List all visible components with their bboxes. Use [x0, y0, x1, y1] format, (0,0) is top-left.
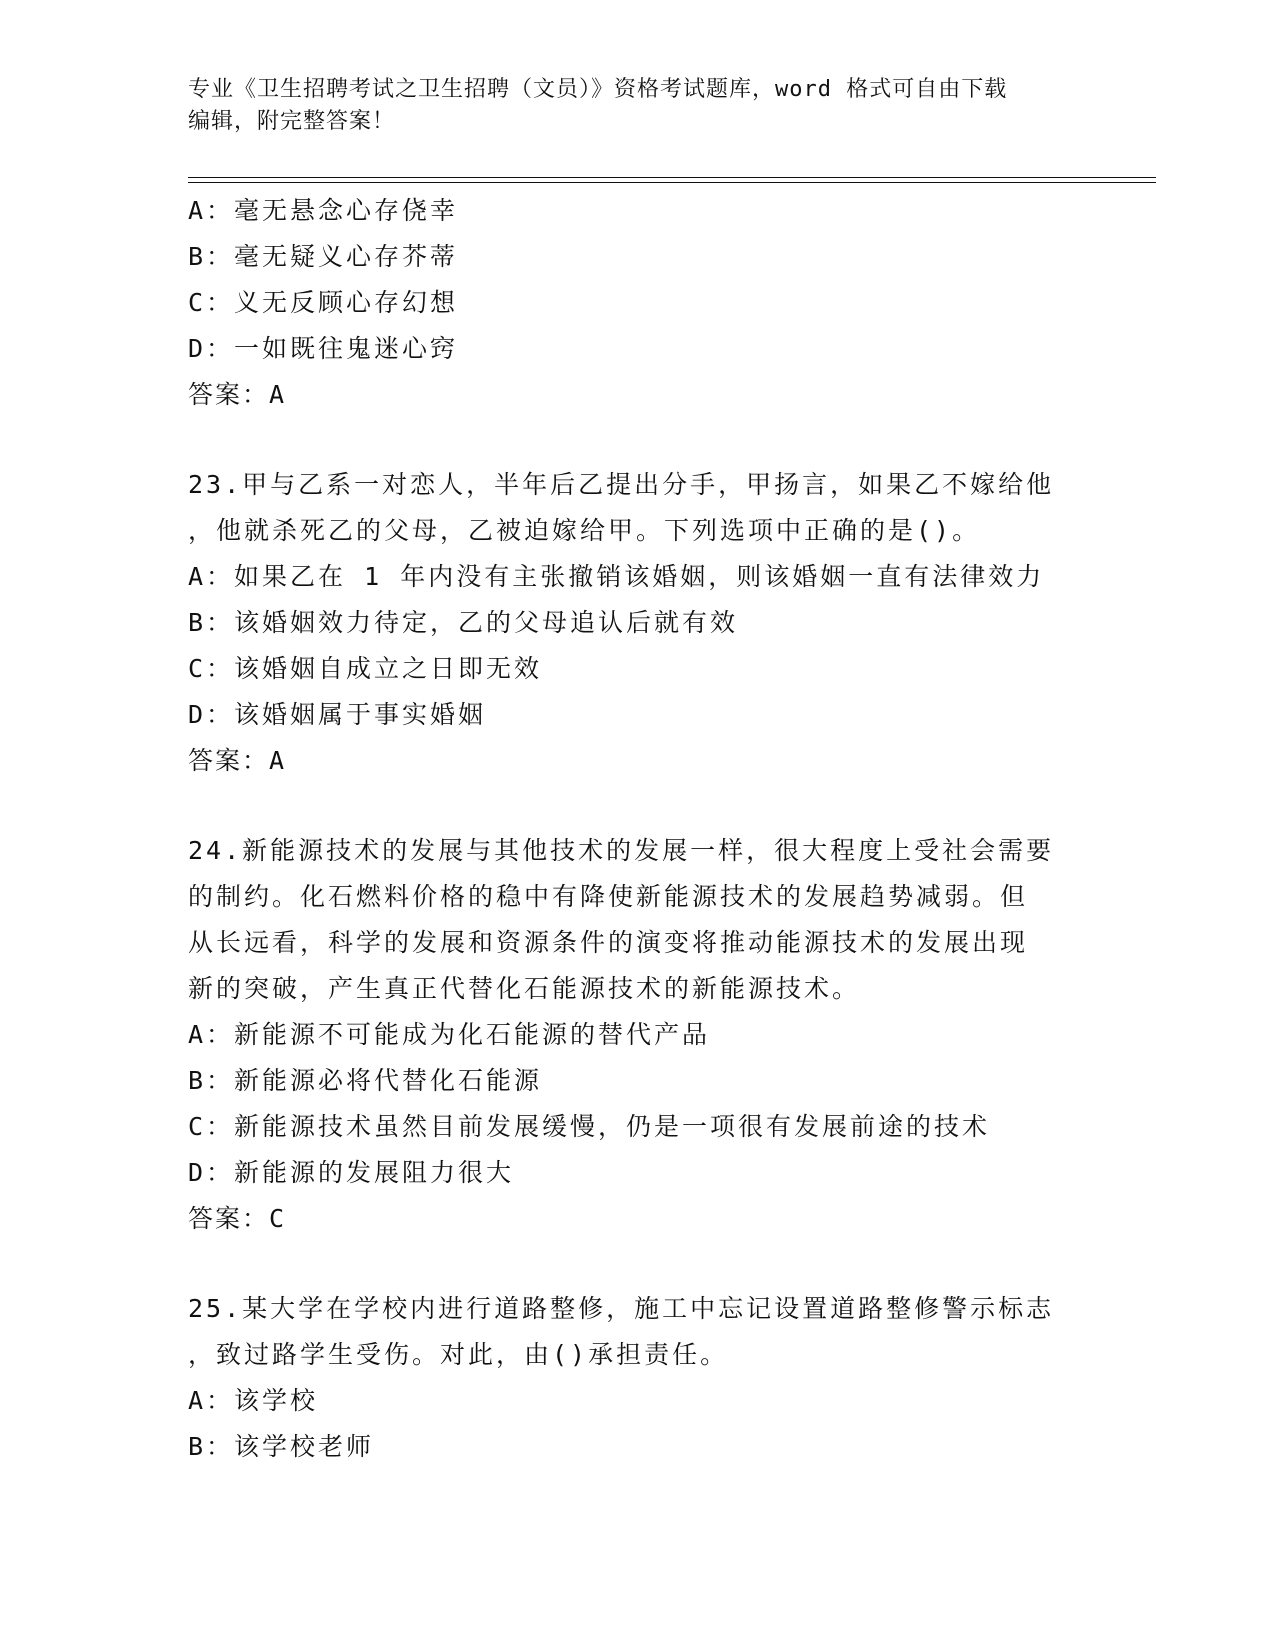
option-a: A：毫无悬念心存侥幸 [188, 196, 459, 225]
answer: 答案：C [188, 1204, 287, 1233]
question-stem-line: 23.甲与乙系一对恋人，半年后乙提出分手，甲扬言，如果乙不嫁给他 [188, 470, 1055, 499]
question-stem-line: 新的突破，产生真正代替化石能源技术的新能源技术。 [188, 974, 861, 1003]
spacer [188, 784, 1088, 828]
header-divider-bottom [188, 182, 1156, 183]
option-b: B：该婚姻效力待定，乙的父母追认后就有效 [188, 608, 739, 637]
option-a: A：该学校 [188, 1386, 319, 1415]
option-b: B：新能源必将代替化石能源 [188, 1066, 543, 1095]
question-stem-line: ，他就杀死乙的父母，乙被迫嫁给甲。下列选项中正确的是()。 [188, 516, 981, 545]
option-b: B：该学校老师 [188, 1432, 375, 1461]
question-25 [188, 1286, 1088, 1470]
question-stem-line: 25.某大学在学校内进行道路整修，施工中忘记设置道路整修警示标志 [188, 1294, 1055, 1323]
option-d: D：新能源的发展阻力很大 [188, 1158, 515, 1187]
question-22 [188, 188, 1088, 418]
spacer [188, 418, 1088, 462]
header-line-2: 编辑，附完整答案！ [188, 109, 396, 134]
question-stem-line: 从长远看，科学的发展和资源条件的演变将推动能源技术的发展出现 [188, 928, 1029, 957]
question-stem-line: ，致过路学生受伤。对此，由()承担责任。 [188, 1340, 729, 1369]
option-a: A：如果乙在 1 年内没有主张撤销该婚姻，则该婚姻一直有法律效力 [188, 562, 1045, 591]
answer: 答案：A [188, 746, 287, 775]
option-d: D：该婚姻属于事实婚姻 [188, 700, 487, 729]
answer: 答案：A [188, 380, 287, 409]
option-d: D：一如既往鬼迷心窍 [188, 334, 459, 363]
question-23 [188, 462, 1088, 784]
header-divider-top [188, 177, 1156, 178]
question-stem-line: 的制约。化石燃料价格的稳中有降使新能源技术的发展趋势减弱。但 [188, 882, 1029, 911]
question-24 [188, 828, 1088, 1242]
option-a: A：新能源不可能成为化石能源的替代产品 [188, 1020, 711, 1049]
spacer [188, 1242, 1088, 1286]
question-stem-line: 24.新能源技术的发展与其他技术的发展一样，很大程度上受社会需要 [188, 836, 1055, 865]
header-line-1: 专业《卫生招聘考试之卫生招聘（文员）》资格考试题库，word 格式可自由下载 [188, 77, 1008, 102]
option-c: C：该婚姻自成立之日即无效 [188, 654, 543, 683]
question-list [188, 188, 1088, 1470]
option-b: B：毫无疑义心存芥蒂 [188, 242, 459, 271]
document-header [188, 74, 1068, 138]
option-c: C：义无反顾心存幻想 [188, 288, 459, 317]
option-c: C：新能源技术虽然目前发展缓慢，仍是一项很有发展前途的技术 [188, 1112, 991, 1141]
